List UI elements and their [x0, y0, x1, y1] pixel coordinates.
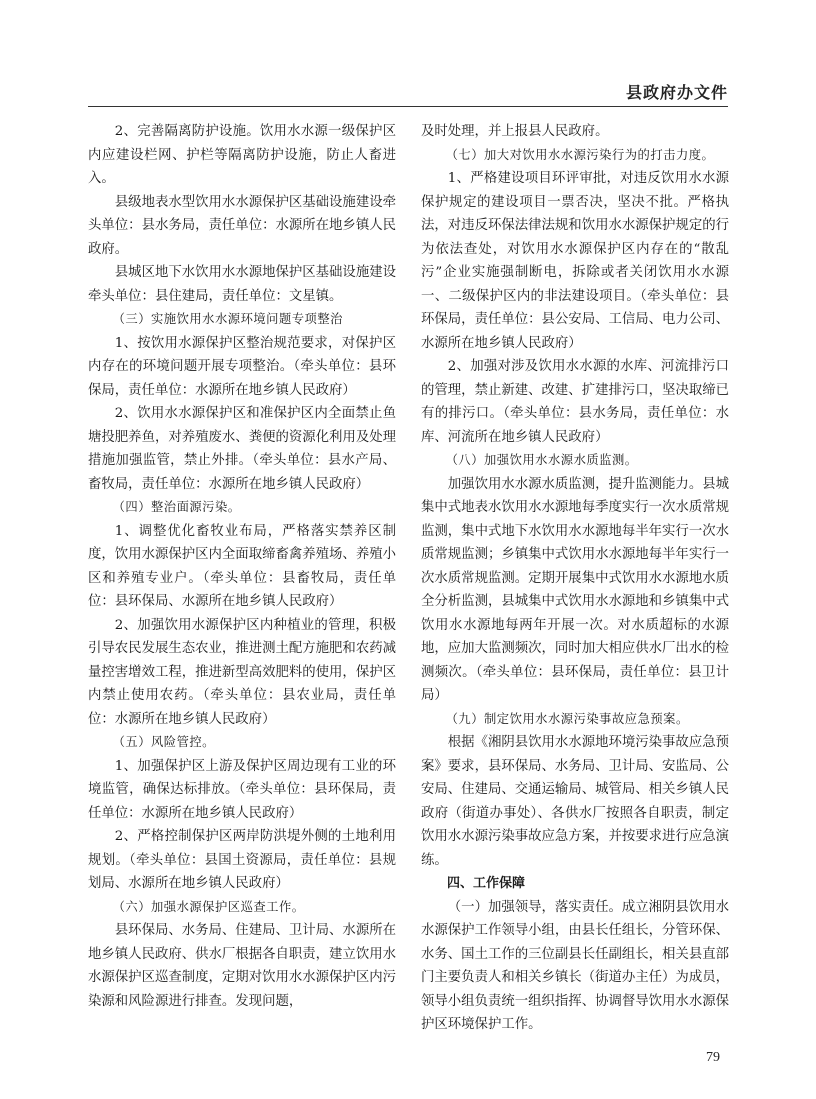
paragraph: 县环保局、水务局、住建局、卫计局、水源所在地乡镇人民政府、供水厂根据各自职责，建立饮用水水源保护区巡查制度，定期对饮用水水源保护区内污染源和风险源进行排查。发现问题， [88, 923, 396, 1009]
paragraph: 2、严格控制保护区两岸防洪堤外侧的土地利用规划。（牵头单位：县国土资源局，责任单位：县规划局、水源所在地乡镇人民政府） [88, 829, 396, 891]
subsection-heading: （三）实施饮用水水源环境问题专项整治 [112, 312, 343, 326]
paragraph: 2、加强饮用水源保护区内种植业的管理，积极引导农民发展生态农业，推进测土配方施肥和农药减量控害增效工程，推进新型高效肥料的使用，保护区内禁止使用农药。（牵头单位：县农业局，责任单位：水源所在地乡镇人民政府） [88, 617, 396, 727]
subsection-heading: （七）加大对饮用水水源污染行为的打击力度。 [445, 147, 715, 162]
header-divider [88, 106, 728, 107]
paragraph: 县级地表水型饮用水水源保护区基础设施建设牵头单位：县水务局，责任单位：水源所在地乡镇人民政府。 [88, 194, 396, 257]
paragraph: 2、加强对涉及饮用水水源的水库、河流排污口的管理，禁止新建、改建、扩建排污口，坚决取缔已有的排污口。（牵头单位：县水务局，责任单位：水库、河流所在地乡镇人民政府） [421, 359, 729, 445]
left-column [88, 120, 396, 1013]
paragraph: 1、加强保护区上游及保护区周边现有工业的环境监管，确保达标排放。（牵头单位：县环保局，责任单位：水源所在地乡镇人民政府） [88, 758, 396, 821]
subsection-heading: （八）加强饮用水水源水质监测。 [445, 453, 638, 467]
paragraph: 2、饮用水水源保护区和准保护区内全面禁止鱼塘投肥养鱼，对养殖废水、粪便的资源化利用及处理措施加强监管，禁止外排。（牵头单位：县水产局、畜牧局，责任单位：水源所在地乡镇人民政府） [88, 406, 396, 492]
paragraph: 县城区地下水饮用水水源地保护区基础设施建设牵头单位：县住建局，责任单位：文星镇。 [88, 265, 396, 304]
subsection-heading: （四）整治面源污染。 [112, 500, 241, 514]
paragraph: 加强饮用水水源水质监测，提升监测能力。县城集中式地表水饮用水水源地每季度实行一次水质常规监测，集中式地下水饮用水水源地每半年实行一次水质常规监测；乡镇集中式饮用水水源地每半年实行一次水质常规监测。定期开展集中式饮用水水源地水质全分析监测，县城集中式饮用水水源地和乡镇集中式饮用水水源地每两年开展一次。对水质超标的水源地，应加大监测频次，同时加大相应供水厂出水的检测频次。（牵头单位：县环保局，责任单位：县卫计局） [421, 476, 729, 703]
paragraph: 根据《湘阴县饮用水水源地环境污染事故应急预案》要求，县环保局、水务局、卫计局、安监局、公安局、住建局、交通运输局、城管局、相关乡镇人民政府（街道办事处）、各供水厂按照各自职责，制定饮用水水源污染事故应急方案，并按要求进行应急演练。 [421, 735, 729, 868]
paragraph: 1、调整优化畜牧业布局，严格落实禁养区制度，饮用水源保护区内全面取缔畜禽养殖场、养殖小区和养殖专业户。（牵头单位：县畜牧局，责任单位：县环保局、水源所在地乡镇人民政府） [88, 523, 396, 609]
paragraph: 及时处理，并上报县人民政府。 [421, 124, 609, 139]
subsection-heading: （九）制定饮用水水源污染事故应急预案。 [445, 711, 689, 726]
paragraph: 1、按饮用水源保护区整治规范要求，对保护区内存在的环境问题开展专项整治。（牵头单位：县环保局，责任单位：水源所在地乡镇人民政府） [88, 335, 396, 398]
header-title: 县政府办文件 [625, 83, 728, 102]
right-column [421, 120, 729, 1037]
section-heading: 四、工作保障 [447, 876, 526, 891]
subsection-heading: （六）加强水源保护区巡查工作。 [112, 899, 305, 914]
paragraph: 1、严格建设项目环评审批，对违反饮用水水源保护规定的建设项目一票否决，坚决不批。严格执法，对违反环保法律法规和饮用水水源保护规定的行为依法查处，对饮用水水源保护区内存在的“散乱污”企业实施强制断电，拆除或者关闭饮用水水源一、二级保护区内的非法建设项目。（牵头单位：县环保局，责任单位：县公安局、工信局、电力公司、水源所在地乡镇人民政府） [421, 171, 729, 351]
subsection-heading: （五）风险管控。 [112, 735, 215, 749]
page-number: 79 [706, 1050, 720, 1065]
paragraph: （一）加强领导，落实责任。成立湘阴县饮用水水源保护工作领导小组，由县长任组长，分管环保、水务、国土工作的三位副县长任副组长，相关县直部门主要负责人和相关乡镇长（街道办主任）为成员，领导小组负责统一组织指挥、协调督导饮用水水源保护区环境保护工作。 [421, 899, 729, 1032]
paragraph: 2、完善隔离防护设施。饮用水水源一级保护区内应建设栏网、护栏等隔离防护设施，防止人畜进入。 [88, 124, 396, 186]
